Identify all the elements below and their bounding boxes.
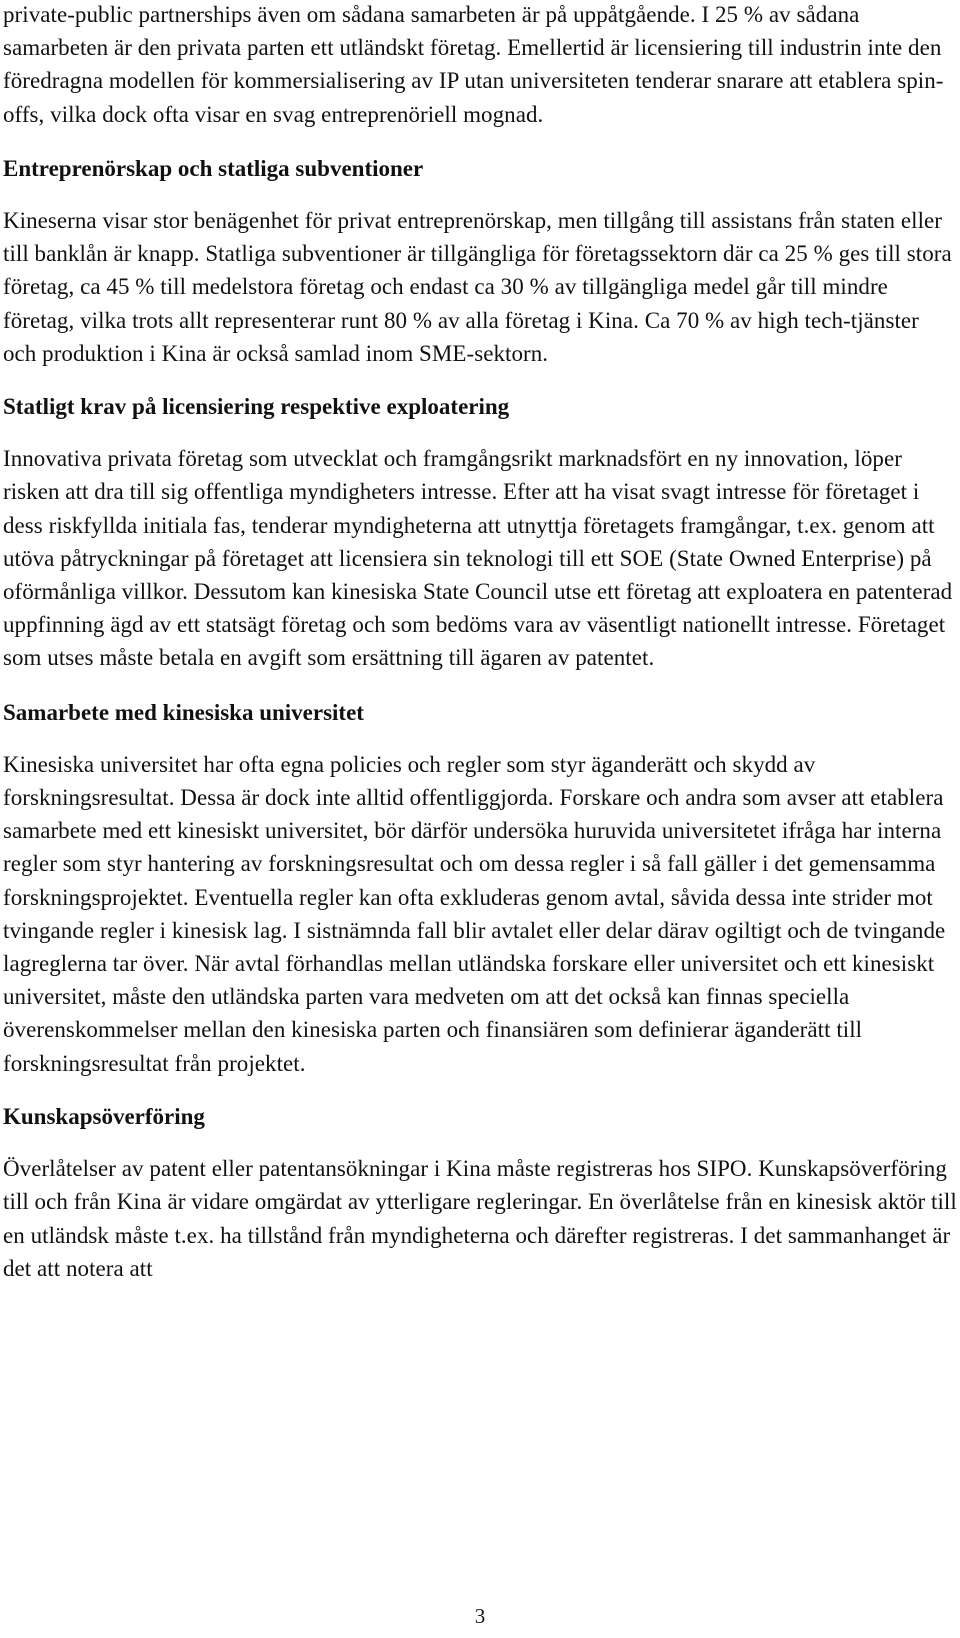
document-page (3, 0, 958, 1285)
paragraph-partnerships: private-public partnerships även om sådana samarbeten är på uppåtgående. I 25 % av sådana samarbeten är den privata parten ett utländskt företag. Emellertid är licensiering till industrin inte den föredragna modellen för kommersialisering av IP utan universiteten tenderar snarare att etablera spin-offs, vilka dock ofta visar en svag entreprenöriell mognad. (3, 2, 944, 127)
heading-kunskapsoverforing: Kunskapsöverföring (3, 1103, 205, 1129)
page-number: 3 (474, 1604, 486, 1628)
heading-samarbete-universitet: Samarbete med kinesiska universitet (3, 699, 364, 725)
paragraph-entreprenorskap: Kineserna visar stor benägenhet för privat entreprenörskap, men tillgång till assistans från staten eller till banklån är knapp. Statliga subventioner är tillgängliga för företagssektorn där ca 25 % ges till stora företag, ca 45 % till medelstora företag och endast ca 30 % av tillgängliga medel går till mindre företag, vilka trots allt representerar runt 80 % av alla företag i Kina. Ca 70 % av high tech-tjänster och produktion i Kina är också samlad inom SME-sektorn. (3, 208, 952, 366)
heading-statligt-krav: Statligt krav på licensiering respektive exploatering (3, 394, 510, 420)
heading-entreprenorskap: Entreprenörskap och statliga subventioner (3, 155, 424, 181)
paragraph-kunskapsoverforing: Överlåtelser av patent eller patentansökningar i Kina måste registreras hos SIPO. Kunskapsöverföring till och från Kina är vidare omgärdat av ytterligare regleringar. En överlåtelse från en kinesisk aktör till en utländsk måste t.ex. ha tillstånd från myndigheterna och därefter registreras. I det sammanhanget är det att notera att (3, 1156, 957, 1281)
paragraph-samarbete-universitet: Kinesiska universitet har ofta egna policies och regler som styr äganderätt och skydd av forskningsresultat. Dessa är dock inte alltid offentliggjorda. Forskare och andra som avser att etablera samarbete med ett kinesiskt universitet, bör därför undersöka huruvida universitetet ifråga har interna regler som styr hantering av forskningsresultat och om dessa regler i så fall gäller i det gemensamma forskningsprojektet. Eventuella regler kan ofta exkluderas genom avtal, såvida dessa inte strider mot tvingande regler i kinesisk lag. I sistnämnda fall blir avtalet eller delar därav ogiltigt och de tvingande lagreglerna tar över. När avtal förhandlas mellan utländska forskare eller universitet och ett kinesiskt universitet, måste den utländska parten vara medveten om att det också kan finnas speciella överenskommelser mellan den kinesiska parten och finansiären som definierar äganderätt till forskningsresultat från projektet. (3, 751, 946, 1076)
paragraph-statligt-krav: Innovativa privata företag som utvecklat och framgångsrikt marknadsfört en ny innovation, löper risken att dra till sig offentliga myndigheters intresse. Efter att ha visat svagt intresse för företaget i dess riskfyllda initiala fas, tenderar myndigheterna att utnyttja företagets framgångar, t.ex. genom att utöva påtryckningar på företaget att licensiera sin teknologi till ett SOE (State Owned Enterprise) på oförmånliga villkor. Dessutom kan kinesiska State Council utse ett företag att exploatera en patenterad uppfinning ägd av ett statsägt företag och som bedöms vara av väsentligt nationellt intresse. Företaget som utses måste betala en avgift som ersättning till ägaren av patentet. (3, 446, 953, 671)
